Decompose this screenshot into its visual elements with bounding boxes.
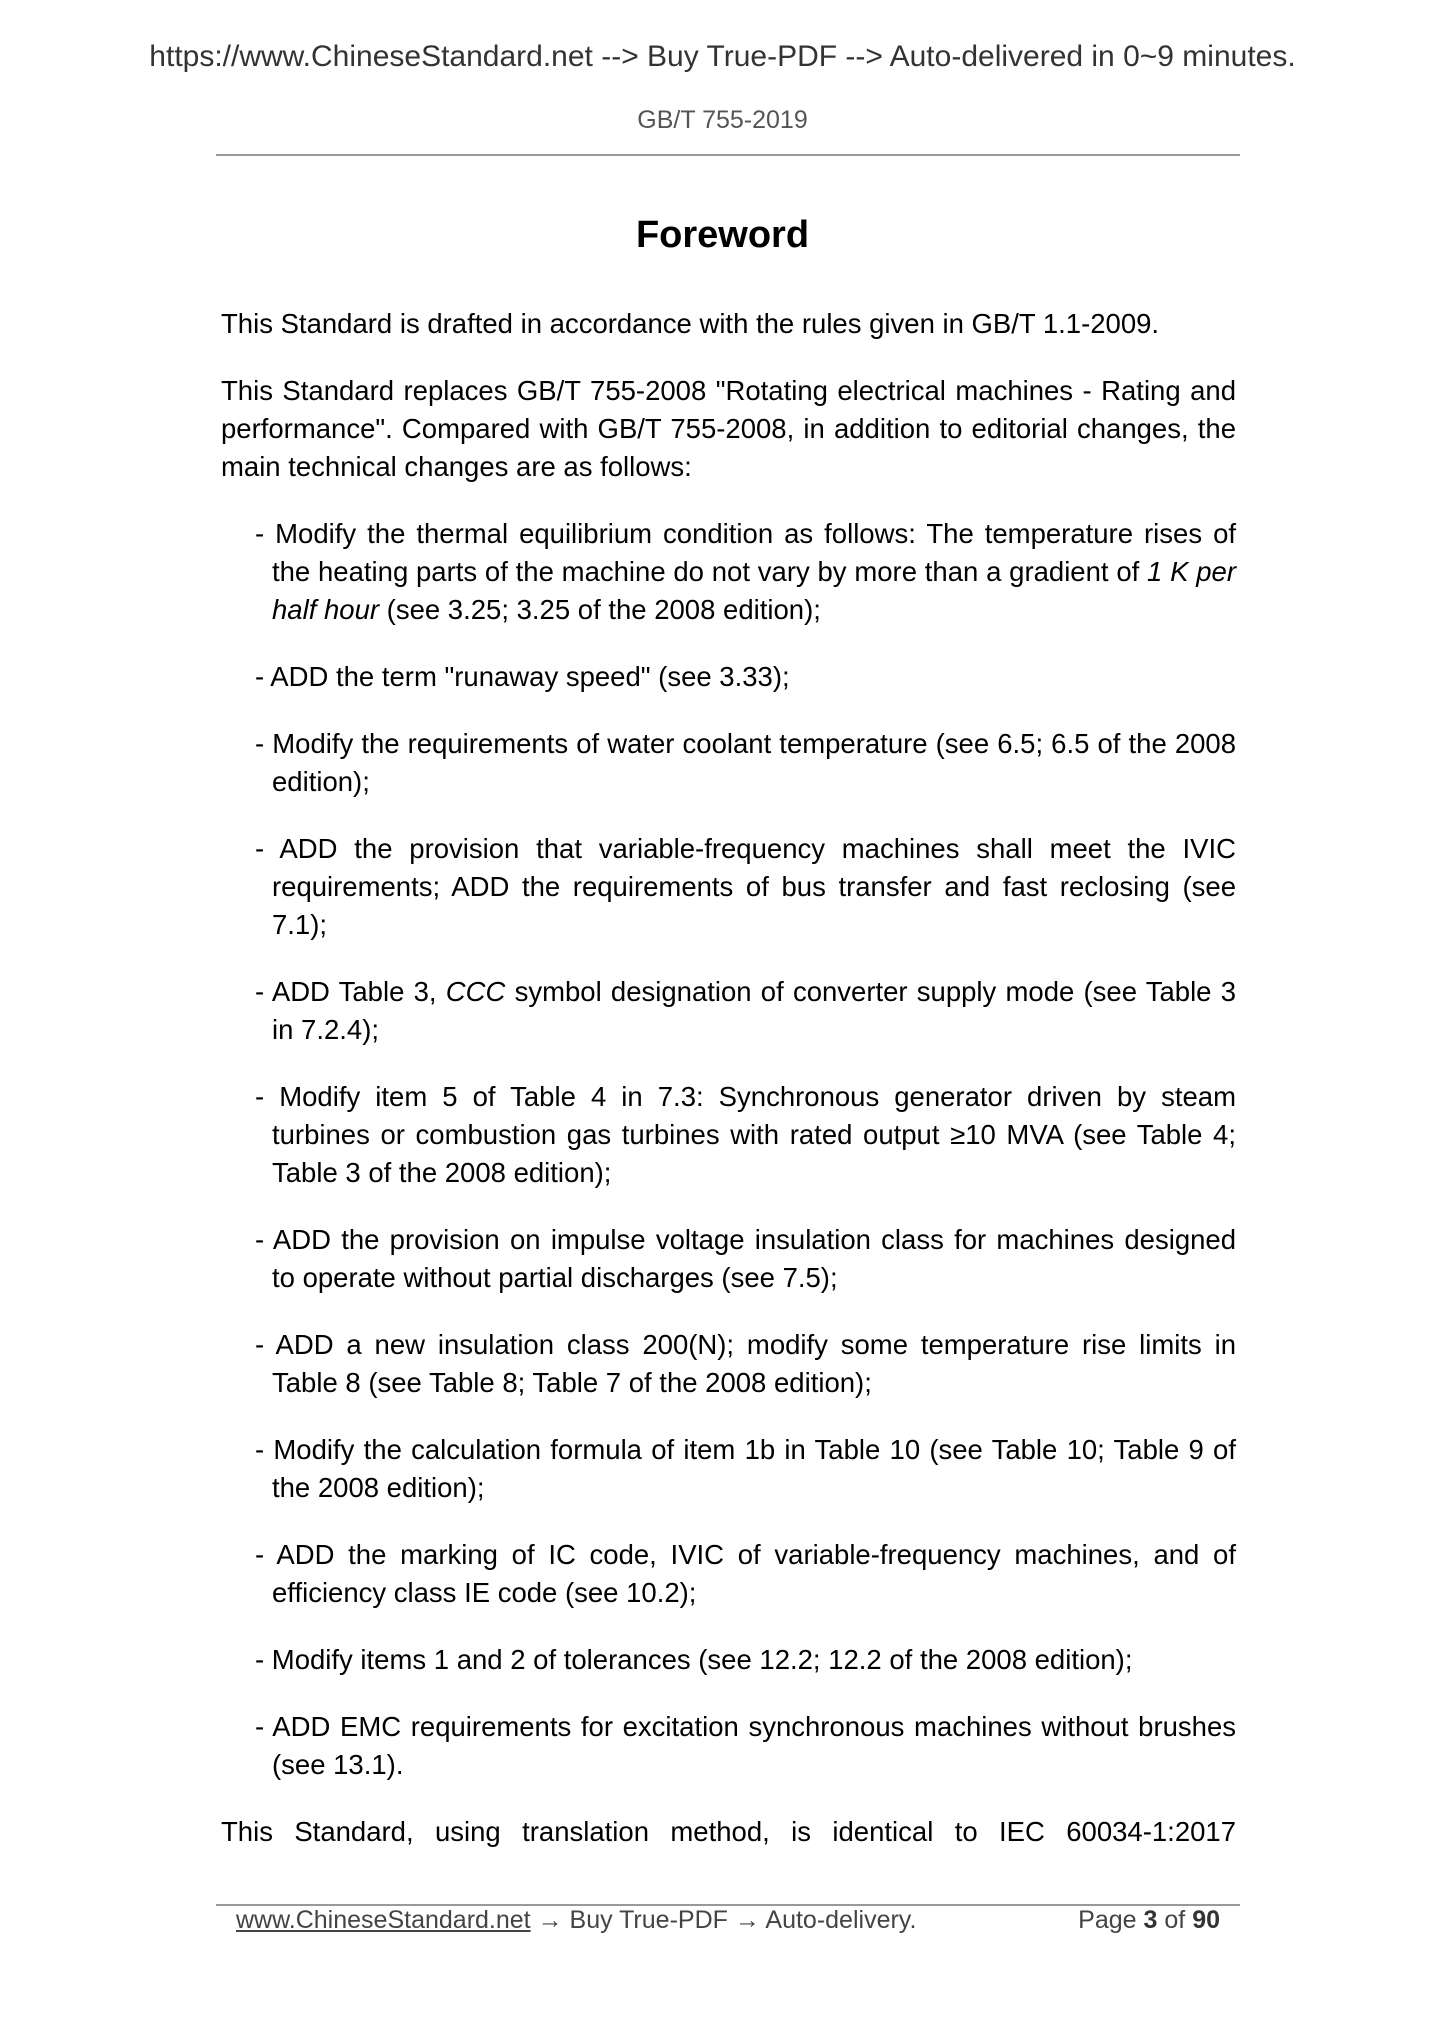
list-item: - ADD the provision that variable-frequency machines shall meet the IVIC requirements; ADD the requirements of bus transfer and fast reclosing (see 7.1); xyxy=(255,833,1236,940)
list-item: - Modify items 1 and 2 of tolerances (see 12.2; 12.2 of the 2008 edition); xyxy=(255,1644,1133,1675)
list-item: - ADD a new insulation class 200(N); modify some temperature rise limits in Table 8 (see Table 8; Table 7 of the 2008 edition); xyxy=(255,1329,1236,1398)
item-text: (see 3.25; 3.25 of the 2008 edition); xyxy=(379,594,821,625)
list-item: - ADD the marking of IC code, IVIC of variable-frequency machines, and of efficiency class IE code (see 10.2); xyxy=(255,1539,1236,1608)
list-item: - ADD the provision on impulse voltage insulation class for machines designed to operate without partial discharges (see 7.5); xyxy=(255,1224,1236,1293)
list-item: - ADD EMC requirements for excitation synchronous machines without brushes (see 13.1). xyxy=(255,1711,1236,1780)
list-item: - Modify the calculation formula of item 1b in Table 10 (see Table 10; Table 9 of the 2008 edition); xyxy=(255,1434,1236,1503)
footer-promo xyxy=(236,1906,916,1935)
list-item xyxy=(221,515,1236,629)
item-text: - ADD Table 3, xyxy=(255,976,446,1007)
item-text: symbol designation of converter supply mode (see Table 3 in 7.2.4); xyxy=(272,976,1236,1045)
item-italic-text: 1 K per half hour xyxy=(272,556,1236,625)
header-promo-link[interactable]: https://www.ChineseStandard.net --> Buy True-PDF --> Auto-delivered in 0~9 minutes. xyxy=(149,40,1296,73)
page-title: Foreword xyxy=(635,214,810,256)
header-divider xyxy=(216,154,1240,156)
of-label: of xyxy=(1164,1906,1186,1934)
page-total: 90 xyxy=(1192,1906,1220,1934)
page-current: 3 xyxy=(1143,1906,1158,1934)
list-item xyxy=(221,973,1236,1049)
paragraph: This Standard replaces GB/T 755-2008 "Rotating electrical machines - Rating and performance". Compared with GB/T 755-2008, in addition to editorial changes, the main technical changes are as follows: xyxy=(221,375,1236,482)
page-label: Page xyxy=(1078,1906,1137,1934)
paragraph: This Standard, using translation method, is identical to IEC 60034-1:2017 xyxy=(221,1816,1236,1847)
item-italic-text: CCC xyxy=(445,976,506,1007)
document-body xyxy=(221,305,1236,1880)
page-indicator xyxy=(1078,1906,1220,1935)
item-text: - Modify the thermal equilibrium condition as follows: The temperature rises of the heating parts of the machine do not vary by more than a gradient of xyxy=(255,518,1236,587)
footer-promo-text: → Buy True-PDF → Auto-delivery. xyxy=(530,1906,917,1934)
list-item: - ADD the term "runaway speed" (see 3.33); xyxy=(255,661,790,692)
paragraph: This Standard is drafted in accordance with the rules given in GB/T 1.1-2009. xyxy=(221,308,1160,339)
list-item: - Modify item 5 of Table 4 in 7.3: Synchronous generator driven by steam turbines or combustion gas turbines with rated output ≥10 MVA (see Table 4; Table 3 of the 2008 edition); xyxy=(255,1081,1236,1188)
footer xyxy=(236,1906,1220,1935)
list-item: - Modify the requirements of water coolant temperature (see 6.5; 6.5 of the 2008 edition); xyxy=(255,728,1236,797)
standard-code: GB/T 755-2019 xyxy=(637,106,808,134)
site-link[interactable]: www.ChineseStandard.net xyxy=(236,1906,531,1934)
